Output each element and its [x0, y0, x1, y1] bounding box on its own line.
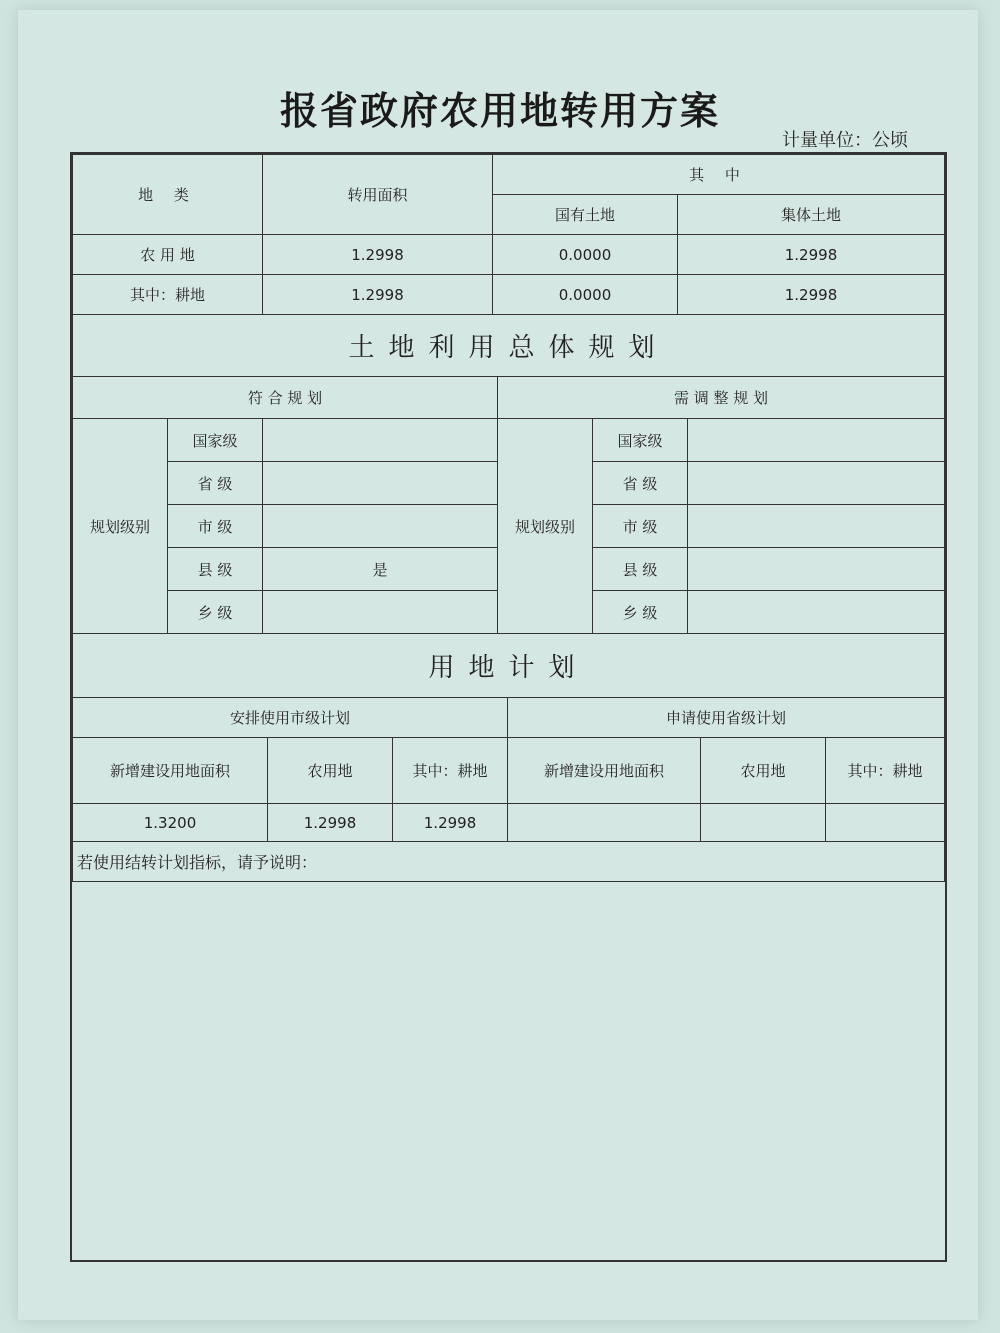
- carryover-explanation-area: [72, 881, 945, 1251]
- level-label: 市 级: [593, 505, 688, 548]
- level-label: 国家级: [593, 419, 688, 462]
- state-value: 0.0000: [493, 275, 678, 315]
- page-title: 报省政府农用地转用方案: [279, 88, 720, 133]
- prov-new-area-value: [508, 804, 701, 842]
- header-state-land: 国有土地: [493, 195, 678, 235]
- conform-value: [263, 591, 498, 634]
- header-new-area: 新增建设用地面积: [508, 738, 701, 804]
- planning-table: [72, 376, 945, 698]
- adjust-value: [688, 591, 945, 634]
- level-label: 省 级: [593, 462, 688, 505]
- prov-farmland-value: [701, 804, 826, 842]
- carryover-note: 若使用结转计划指标，请予说明：: [73, 842, 945, 882]
- area-value: 1.2998: [263, 275, 493, 315]
- adjust-value: [688, 505, 945, 548]
- unit-label: 计量单位：公顷: [782, 130, 908, 151]
- level-label: 市 级: [168, 505, 263, 548]
- header-among: 其 中: [493, 155, 945, 195]
- conform-value: 是: [263, 548, 498, 591]
- level-label: 县 级: [593, 548, 688, 591]
- table-row: [73, 235, 945, 275]
- prov-cultivated-value: [826, 804, 945, 842]
- section-title-planning: 土地利用总体规划: [73, 315, 945, 377]
- table-row: [73, 804, 945, 842]
- conform-plan-header: 符 合 规 划: [73, 377, 498, 419]
- level-label: 乡 级: [593, 591, 688, 634]
- conform-value: [263, 505, 498, 548]
- area-value: 1.2998: [263, 235, 493, 275]
- section-title-landplan: 用地计划: [73, 634, 945, 698]
- conform-value: [263, 419, 498, 462]
- level-label: 乡 级: [168, 591, 263, 634]
- row-label: 其中：耕地: [73, 275, 263, 315]
- conversion-table: [72, 154, 945, 377]
- prov-plan-header: 申请使用省级计划: [508, 698, 945, 738]
- landplan-table: [72, 697, 945, 882]
- header-category: 地 类: [73, 155, 263, 235]
- adjust-value: [688, 419, 945, 462]
- adjust-value: [688, 548, 945, 591]
- header-farmland: 农用地: [268, 738, 393, 804]
- conform-value: [263, 462, 498, 505]
- header-farmland: 农用地: [701, 738, 826, 804]
- city-farmland-value: 1.2998: [268, 804, 393, 842]
- collective-value: 1.2998: [678, 275, 945, 315]
- plan-level-label: 规划级别: [73, 419, 168, 634]
- state-value: 0.0000: [493, 235, 678, 275]
- level-label: 县 级: [168, 548, 263, 591]
- adjust-plan-header: 需 调 整 规 划: [498, 377, 945, 419]
- city-new-area-value: 1.3200: [73, 804, 268, 842]
- header-cultivated: 其中：耕地: [826, 738, 945, 804]
- collective-value: 1.2998: [678, 235, 945, 275]
- plan-level-label: 规划级别: [498, 419, 593, 634]
- header-cultivated: 其中：耕地: [393, 738, 508, 804]
- form-frame: [70, 152, 947, 1262]
- table-row: [73, 275, 945, 315]
- level-label: 省 级: [168, 462, 263, 505]
- city-cultivated-value: 1.2998: [393, 804, 508, 842]
- level-label: 国家级: [168, 419, 263, 462]
- city-plan-header: 安排使用市级计划: [73, 698, 508, 738]
- header-collective-land: 集体土地: [678, 195, 945, 235]
- header-new-area: 新增建设用地面积: [73, 738, 268, 804]
- header-area: 转用面积: [263, 155, 493, 235]
- row-label: 农 用 地: [73, 235, 263, 275]
- adjust-value: [688, 462, 945, 505]
